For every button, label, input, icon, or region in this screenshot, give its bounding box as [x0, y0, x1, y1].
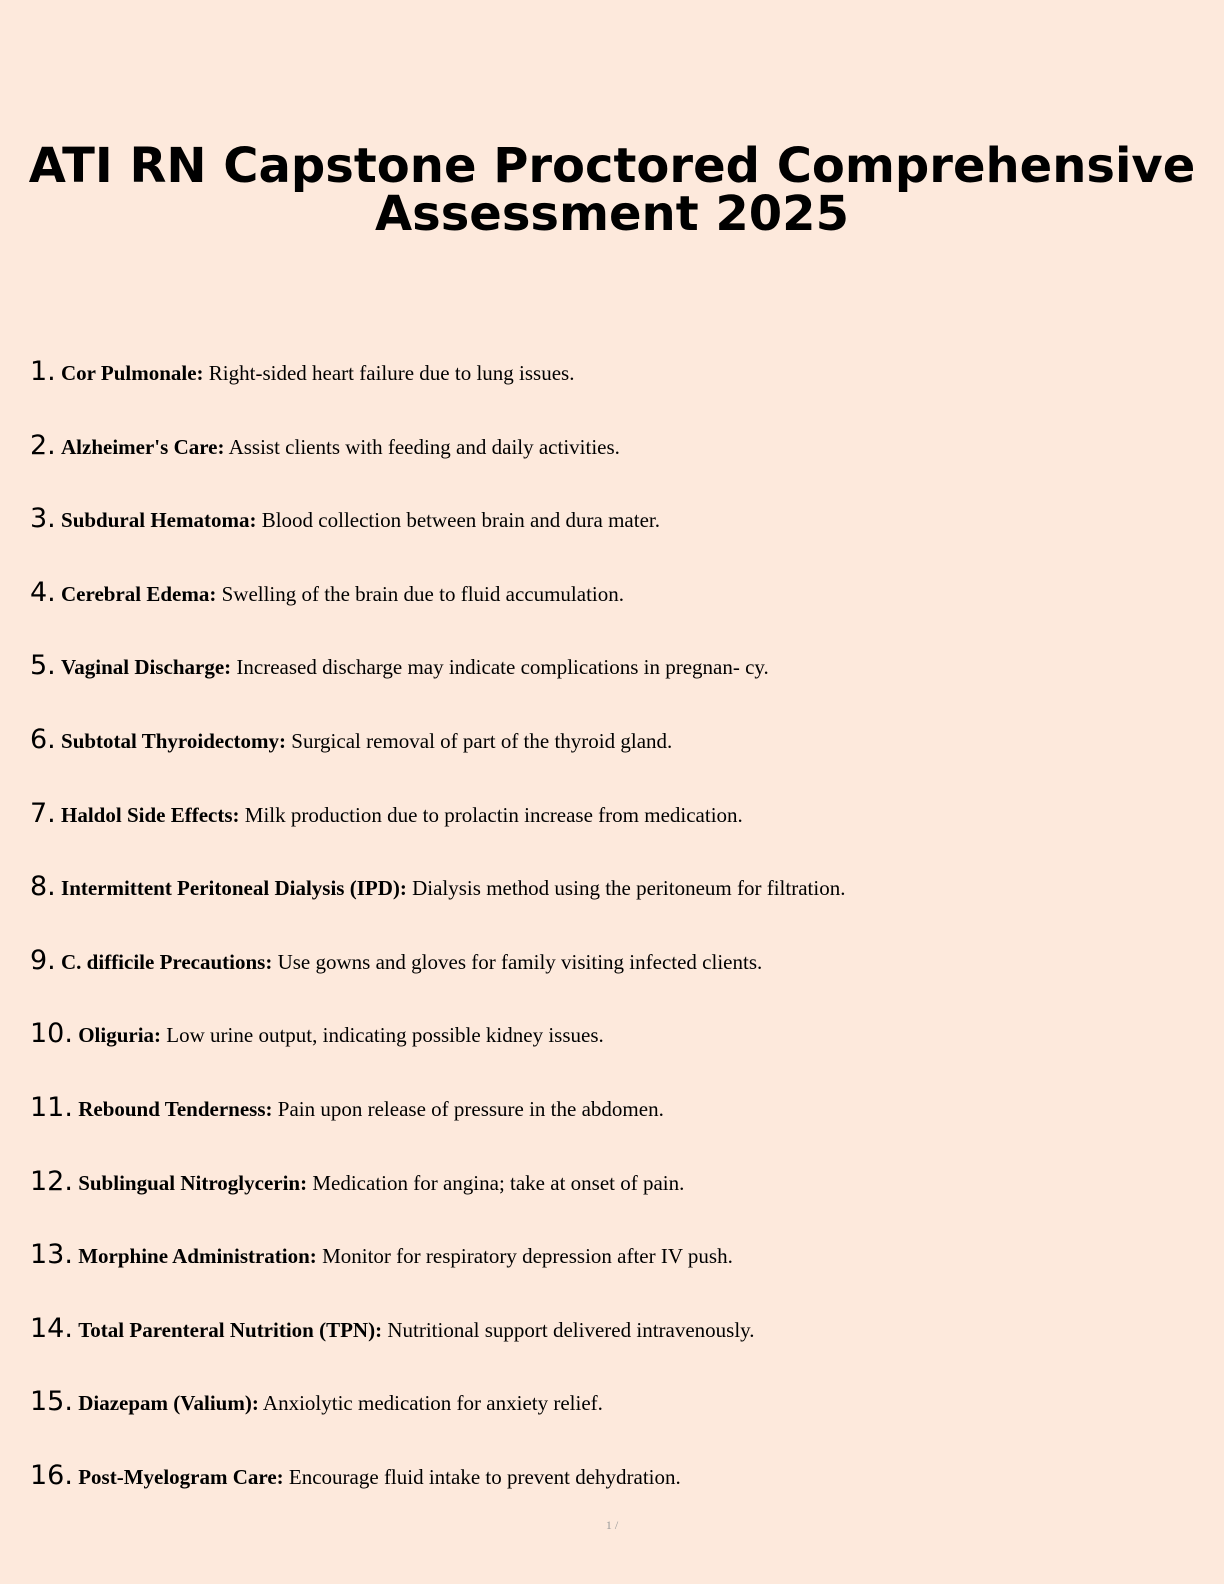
item-term: Rebound Tenderness:: [78, 1096, 273, 1121]
list-item: [30, 941, 1200, 1015]
item-number: 5.: [30, 650, 56, 682]
item-term: Haldol Side Effects:: [61, 802, 240, 827]
item-number: 13.: [30, 1239, 73, 1271]
item-term: Intermittent Peritoneal Dialysis (IPD):: [61, 876, 407, 901]
item-number: 10.: [30, 1018, 73, 1050]
item-description: Blood collection between brain and dura mater.: [261, 508, 660, 533]
list-item: [30, 646, 1200, 720]
item-number: 12.: [30, 1165, 73, 1197]
page-title: [0, 138, 1224, 242]
item-description: Surgical removal of part of the thyroid gland.: [291, 728, 673, 753]
list-item: [30, 794, 1200, 868]
item-term: Total Parenteral Nutrition (TPN):: [78, 1317, 383, 1342]
item-description: Nutritional support delivered intravenously.: [387, 1317, 755, 1342]
page-number: 1 /: [605, 1518, 619, 1532]
item-term: Morphine Administration:: [78, 1244, 317, 1269]
item-term: Vaginal Discharge:: [61, 655, 232, 680]
item-term: C. difficile Precautions:: [61, 949, 273, 974]
item-term: Diazepam (Valium):: [78, 1391, 259, 1416]
term-list: [30, 352, 1200, 1530]
list-item: [30, 867, 1200, 941]
item-description: Pain upon release of pressure in the abdomen.: [277, 1096, 664, 1121]
item-term: Subdural Hematoma:: [61, 508, 257, 533]
item-term: Subtotal Thyroidectomy:: [61, 728, 287, 753]
item-term: Cor Pulmonale:: [61, 361, 204, 385]
item-term: Post-Myelogram Care:: [78, 1464, 284, 1489]
item-description: Assist clients with feeding and daily activities.: [228, 434, 620, 459]
item-description: Monitor for respiratory depression after IV push.: [322, 1244, 733, 1269]
item-description: Anxiolytic medication for anxiety relief.: [262, 1391, 603, 1416]
list-item: [30, 1235, 1200, 1309]
list-item: [30, 1162, 1200, 1236]
item-term: Sublingual Nitroglycerin:: [78, 1170, 308, 1195]
item-description: Increased discharge may indicate complications in pregnan- cy.: [236, 655, 769, 680]
item-number: 2.: [30, 429, 56, 461]
list-item: [30, 573, 1200, 647]
list-item: [30, 1382, 1200, 1456]
item-number: 9.: [30, 944, 56, 976]
list-item: [30, 1088, 1200, 1162]
item-description: Right-sided heart failure due to lung issues.: [208, 361, 575, 385]
list-item: [30, 352, 1200, 426]
item-description: Dialysis method using the peritoneum for filtration.: [412, 876, 846, 901]
item-term: Alzheimer's Care:: [61, 434, 225, 459]
item-number: 16.: [30, 1459, 73, 1491]
list-item: [30, 720, 1200, 794]
list-item: [30, 1014, 1200, 1088]
item-description: Swelling of the brain due to fluid accumulation.: [221, 581, 624, 606]
item-description: Low urine output, indicating possible kidney issues.: [166, 1023, 604, 1048]
title-line-1: ATI RN Capstone Proctored Comprehensive: [28, 138, 1196, 194]
item-description: Use gowns and gloves for family visiting infected clients.: [277, 949, 763, 974]
item-number: 3.: [30, 503, 56, 535]
item-description: Medication for angina; take at onset of pain.: [312, 1170, 685, 1195]
list-item: [30, 1309, 1200, 1383]
item-number: 1.: [30, 356, 56, 387]
item-number: 15.: [30, 1386, 73, 1418]
item-number: 6.: [30, 723, 56, 755]
item-number: 7.: [30, 797, 56, 829]
item-number: 11.: [30, 1091, 73, 1123]
item-number: 4.: [30, 576, 56, 608]
title-line-2: Assessment 2025: [375, 186, 849, 242]
item-term: Cerebral Edema:: [61, 581, 217, 606]
item-description: Encourage fluid intake to prevent dehydration.: [288, 1464, 681, 1489]
item-number: 8.: [30, 871, 56, 903]
item-term: Oliguria:: [78, 1023, 162, 1048]
list-item: [30, 499, 1200, 573]
list-item: [30, 426, 1200, 500]
item-number: 14.: [30, 1312, 73, 1344]
item-description: Milk production due to prolactin increase from medication.: [244, 802, 743, 827]
